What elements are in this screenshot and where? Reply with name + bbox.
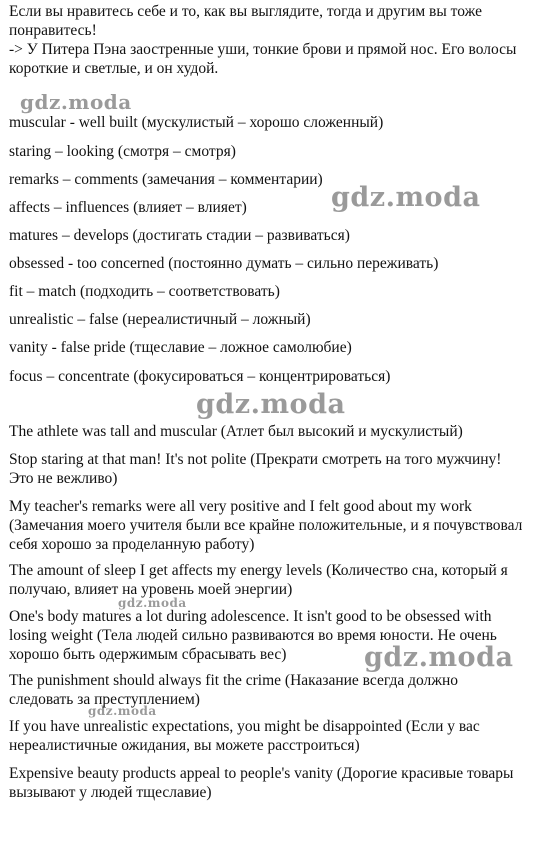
sentence-line: (Замечания моего учителя были все крайне положительные, и я почувствовал [9,517,523,534]
example-sentence [9,497,543,554]
example-sentence [9,422,543,441]
sentence-line: следовать за преступлением) [9,691,200,708]
sentence-line: If you have unrealistic expectations, you might be disappointed (Если у вас [9,718,480,735]
sentence-line: Stop staring at that man! It's not polite (Прекрати смотреть на того мужчину! [9,451,502,468]
vocab-item: staring – looking (смотря – смотря) [9,143,236,160]
example-sentence [9,764,543,802]
intro-line-1: Если вы нравитесь себе и то, как вы выглядите, тогда и другим вы тоже [9,3,482,20]
intro-line-2: понравитесь! [9,22,97,39]
example-sentence [9,450,543,488]
vocab-item: vanity - false pride (тщеславие – ложное самолюбие) [9,339,352,356]
sentence-line: Это не вежливо) [9,470,118,487]
watermark-logo: gdz.moda [331,182,481,213]
example-sentence [9,717,543,755]
sentence-line: хорошо быть одержимым сбрасывать вес) [9,646,287,663]
vocab-item: focus – concentrate (фокусироваться – концентрироваться) [9,368,391,385]
sentence-line: My teacher's remarks were all very positive and I felt good about my work [9,498,472,515]
example-sentence [9,607,543,664]
example-sentence [9,671,543,709]
example-sentence [9,561,543,599]
sentence-line: The amount of sleep I get affects my energy levels (Количество сна, который я [9,562,508,579]
sentence-line: нереалистичные ожидания, вы можете расстроиться) [9,737,360,754]
intro-line-3: -> У Питера Пэна заостренные уши, тонкие брови и прямой нос. Его волосы [9,41,517,58]
intro-line-4: короткие и светлые, и он худой. [9,60,219,77]
vocab-item: affects – influences (влияет – влияет) [9,199,247,216]
sentence-line: One's body matures a lot during adolescence. It isn't good to be obsessed with [9,608,492,625]
sentence-line: Expensive beauty products appeal to people's vanity (Дорогие красивые товары [9,765,514,782]
sentence-line: получаю, влияет на уровень моей энергии) [9,581,293,598]
vocab-item: muscular - well built (мускулистый – хорошо сложенный) [9,114,384,131]
sentence-line: losing weight (Тела людей сильно развиваются во время юности. Не очень [9,627,497,644]
watermark-logo: gdz.moda [118,596,187,610]
sentence-line: The punishment should always fit the crime (Наказание всегда должно [9,672,459,689]
watermark-logo: gdz.moda [20,90,132,114]
watermark-logo: gdz.moda [196,389,346,420]
sentence-line: The athlete was tall and muscular (Атлет был высокий и мускулистый) [9,423,463,440]
watermark-logo: gdz.moda [88,704,157,718]
sentence-line: вызывают у людей тщеславие) [9,784,212,801]
vocab-item: remarks – comments (замечания – комментарии) [9,171,323,188]
vocab-item: matures – develops (достигать стадии – развиваться) [9,227,350,244]
watermark-logo: gdz.moda [364,642,514,673]
sentence-line: себя хорошо за проделанную работу) [9,536,255,553]
vocab-item: fit – match (подходить – соответствовать) [9,283,280,300]
vocab-item: unrealistic – false (нереалистичный – ложный) [9,311,311,328]
vocab-item: obsessed - too concerned (постоянно думать – сильно переживать) [9,255,439,272]
